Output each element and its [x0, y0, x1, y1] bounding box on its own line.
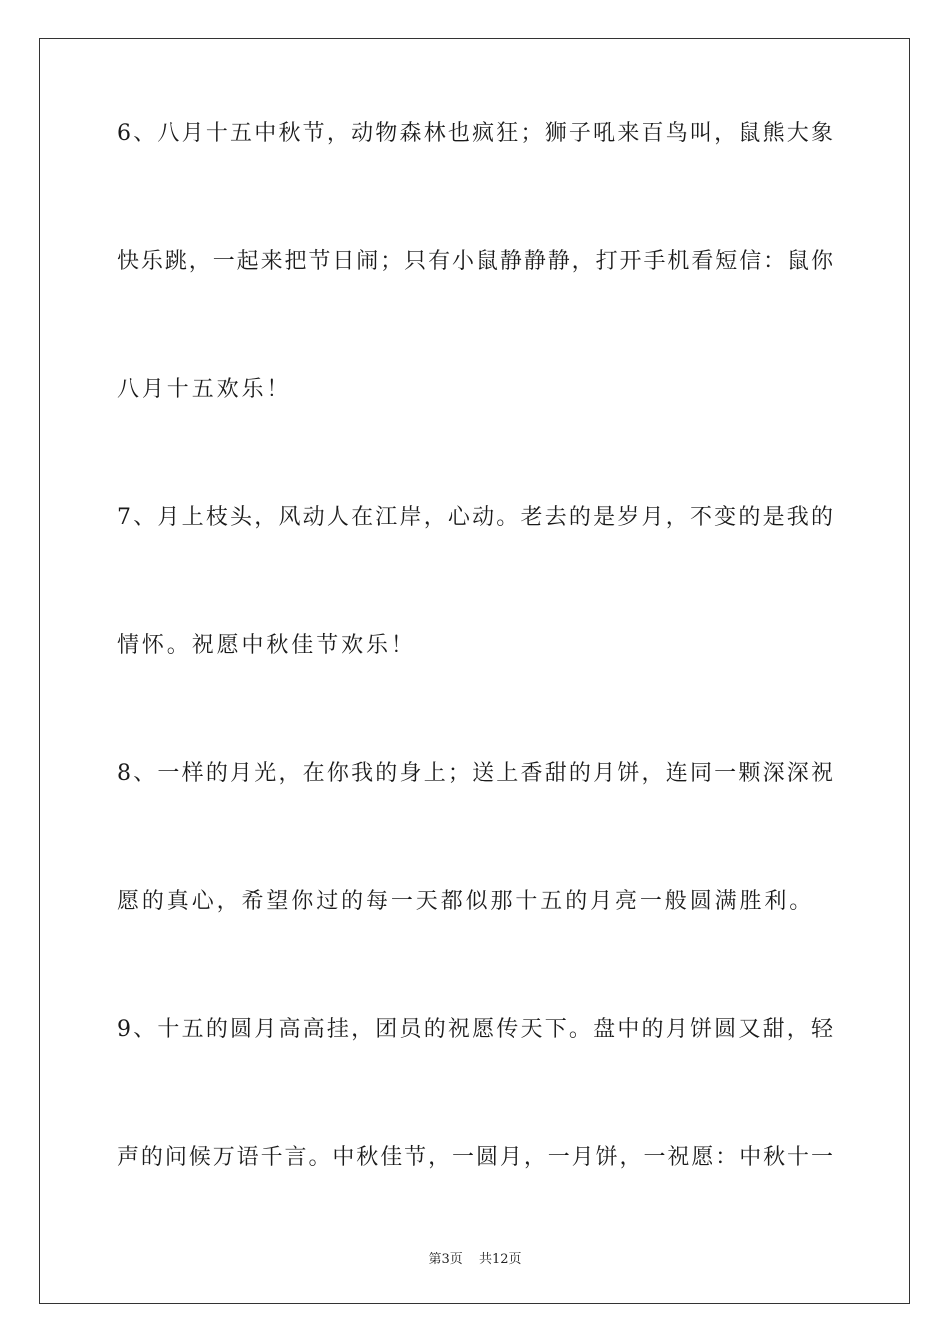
document-body	[117, 117, 833, 1269]
text-line: 声的问候万语千言。中秋佳节，一圆月，一月饼，一祝愿：中秋十一	[117, 1145, 833, 1170]
text-line: 八月十五欢乐！	[117, 377, 292, 402]
text-line: 情怀。祝愿中秋佳节欢乐！	[117, 633, 416, 658]
text-line: 9、十五的圆月高高挂，团员的祝愿传天下。盘中的月饼圆又甜，轻	[117, 1017, 833, 1042]
page-footer	[0, 1248, 950, 1267]
text-line: 愿的真心，希望你过的每一天都似那十五的月亮一般圆满胜利。	[117, 889, 815, 914]
page-total: 共12页	[478, 1252, 522, 1267]
text-line: 8、一样的月光，在你我的身上；送上香甜的月饼，连同一颗深深祝	[117, 761, 833, 786]
text-line: 6、八月十五中秋节，动物森林也疯狂；狮子吼来百鸟叫，鼠熊大象	[117, 121, 833, 146]
text-line: 7、月上枝头，风动人在江岸，心动。老去的是岁月，不变的是我的	[117, 505, 833, 530]
text-line: 快乐跳，一起来把节日闹；只有小鼠静静静，打开手机看短信：鼠你	[117, 249, 833, 274]
page-number: 第3页	[428, 1252, 463, 1267]
